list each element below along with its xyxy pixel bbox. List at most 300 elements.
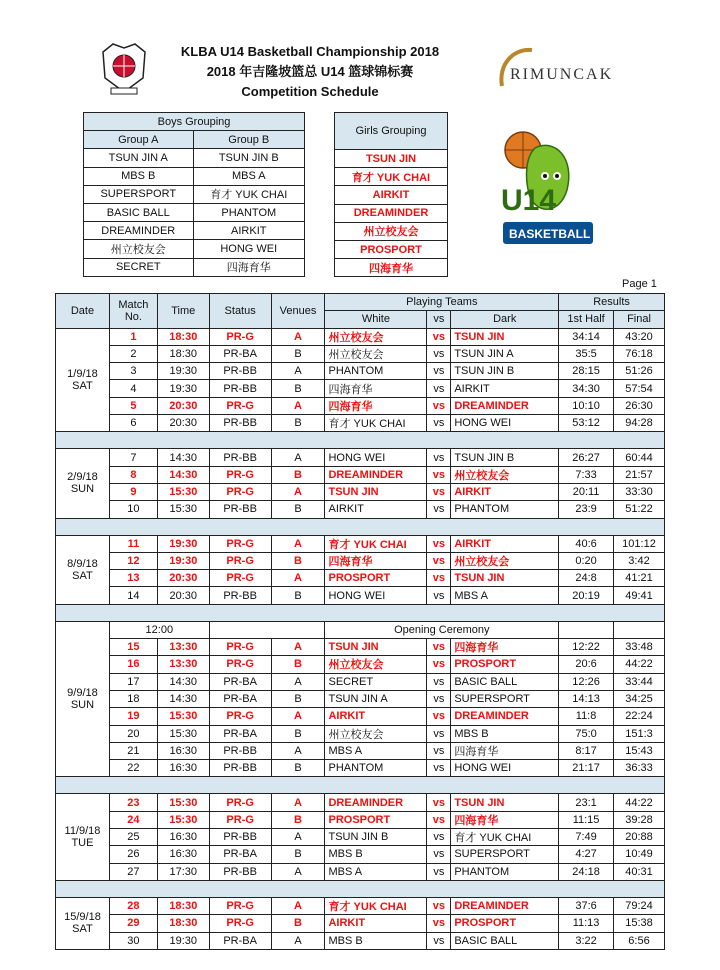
match-row — [56, 690, 665, 707]
match-number: 24 — [109, 811, 157, 828]
subtitle: Competition Schedule — [241, 84, 379, 99]
playing-teams-header: Playing Teams — [325, 294, 559, 311]
final-score: 33:30 — [614, 483, 665, 500]
girls-grouping-title: Girls Grouping — [335, 113, 448, 150]
match-number: 2 — [109, 345, 157, 362]
match-number: 1 — [109, 328, 157, 345]
girls-group-row — [335, 259, 448, 277]
boys-group-row — [84, 185, 305, 203]
match-row — [56, 449, 665, 466]
vs-label: vs — [427, 708, 451, 725]
dark-team: TSUN JIN — [451, 570, 559, 587]
match-row — [56, 501, 665, 518]
first-half-score: 20:6 — [559, 656, 614, 673]
schedule-table — [55, 293, 665, 950]
match-time: 14:30 — [157, 449, 209, 466]
final-score: 151:3 — [614, 725, 665, 742]
girls-team: 州立校友会 — [335, 222, 448, 240]
white-team: 四海育华 — [325, 380, 427, 397]
match-venue: B — [271, 760, 325, 777]
match-row — [56, 932, 665, 949]
final-score: 94:28 — [614, 415, 665, 432]
boys-group-row — [84, 167, 305, 185]
match-venue: A — [271, 742, 325, 759]
page-number: Page 1 — [622, 278, 657, 290]
ceremony-time: 12:00 — [109, 621, 209, 638]
final-score: 43:20 — [614, 328, 665, 345]
vs-label: vs — [427, 897, 451, 914]
final-score: 40:31 — [614, 863, 665, 880]
final-score: 22:24 — [614, 708, 665, 725]
white-team: 四海育华 — [325, 397, 427, 414]
title-block — [160, 42, 460, 102]
status-header: Status — [209, 294, 271, 329]
match-day: SAT — [72, 923, 93, 936]
match-row — [56, 535, 665, 552]
vs-header: vs — [427, 311, 451, 328]
match-time: 19:30 — [157, 363, 209, 380]
match-number: 19 — [109, 708, 157, 725]
dark-team: BASIC BALL — [451, 673, 559, 690]
vs-label: vs — [427, 535, 451, 552]
match-time: 15:30 — [157, 811, 209, 828]
dark-team: 四海育华 — [451, 811, 559, 828]
first-half-score: 0:20 — [559, 552, 614, 569]
day-separator-cell — [56, 518, 665, 535]
match-row — [56, 397, 665, 414]
dark-team: PHANTOM — [451, 863, 559, 880]
vs-label: vs — [427, 345, 451, 362]
first-half-score: 26:27 — [559, 449, 614, 466]
group-b-team: 四海育华 — [193, 258, 304, 276]
match-status: PR-G — [209, 328, 271, 345]
match-time: 19:30 — [157, 932, 209, 949]
match-venue: B — [271, 552, 325, 569]
dark-team: TSUN JIN A — [451, 345, 559, 362]
match-venue: B — [271, 656, 325, 673]
girls-team: TSUN JIN — [335, 150, 448, 168]
day-separator-cell — [56, 604, 665, 621]
match-row — [56, 829, 665, 846]
first-half-score: 53:12 — [559, 415, 614, 432]
final-score: 51:22 — [614, 501, 665, 518]
dark-team: HONG WEI — [451, 760, 559, 777]
match-status: PR-BB — [209, 742, 271, 759]
final-score: 39:28 — [614, 811, 665, 828]
match-row — [56, 363, 665, 380]
final-score: 41:21 — [614, 570, 665, 587]
final-score: 76:18 — [614, 345, 665, 362]
match-time: 16:30 — [157, 829, 209, 846]
match-status: PR-G — [209, 535, 271, 552]
match-time: 13:30 — [157, 656, 209, 673]
match-number: 15 — [109, 639, 157, 656]
girls-group-row — [335, 150, 448, 168]
first-half-score: 7:49 — [559, 829, 614, 846]
vs-label: vs — [427, 397, 451, 414]
girls-team: DREAMINDER — [335, 204, 448, 222]
match-number: 13 — [109, 570, 157, 587]
match-number: 16 — [109, 656, 157, 673]
match-row — [56, 483, 665, 500]
match-venue: B — [271, 587, 325, 604]
final-score: 60:44 — [614, 449, 665, 466]
match-day: SAT — [72, 569, 93, 582]
group-b-team: TSUN JIN B — [193, 149, 304, 167]
white-team: PHANTOM — [325, 363, 427, 380]
match-row — [56, 570, 665, 587]
vs-label: vs — [427, 829, 451, 846]
final-score: 44:22 — [614, 656, 665, 673]
match-row — [56, 552, 665, 569]
title-chinese: 2018 年吉隆坡篮总 U14 篮球锦标赛 — [206, 64, 414, 79]
match-venue: A — [271, 449, 325, 466]
final-score: 79:24 — [614, 897, 665, 914]
u14-text: U14 — [501, 184, 557, 217]
white-team: 州立校友会 — [325, 725, 427, 742]
dark-team: SUPERSPORT — [451, 690, 559, 707]
vs-label: vs — [427, 328, 451, 345]
first-half-score: 24:18 — [559, 863, 614, 880]
white-team: AIRKIT — [325, 501, 427, 518]
girls-team: 育才 YUK CHAI — [335, 168, 448, 186]
white-team: 四海育华 — [325, 552, 427, 569]
match-number: 9 — [109, 483, 157, 500]
boys-group-row — [84, 149, 305, 167]
match-number: 5 — [109, 397, 157, 414]
first-half-score: 20:11 — [559, 483, 614, 500]
match-status: PR-G — [209, 915, 271, 932]
final-score: 49:41 — [614, 587, 665, 604]
group-b-team: HONG WEI — [193, 240, 304, 258]
vs-label: vs — [427, 863, 451, 880]
match-row — [56, 915, 665, 932]
girls-group-row — [335, 168, 448, 186]
first-half-score: 21:17 — [559, 760, 614, 777]
match-row — [56, 345, 665, 362]
final-score: 36:33 — [614, 760, 665, 777]
white-team: 州立校友会 — [325, 656, 427, 673]
match-status: PR-BB — [209, 363, 271, 380]
vs-label: vs — [427, 415, 451, 432]
match-date: 11/9/18 — [64, 825, 101, 838]
dark-team: AIRKIT — [451, 483, 559, 500]
vs-label: vs — [427, 846, 451, 863]
day-separator-cell — [56, 880, 665, 897]
boys-group-row — [84, 222, 305, 240]
match-venue: A — [271, 483, 325, 500]
first-half-score: 23:9 — [559, 501, 614, 518]
final-score: 33:48 — [614, 639, 665, 656]
klba-logo — [93, 38, 155, 100]
group-a-team: TSUN JIN A — [84, 149, 194, 167]
match-status: PR-BB — [209, 863, 271, 880]
vs-label: vs — [427, 501, 451, 518]
ceremony-row — [56, 621, 665, 638]
white-team: TSUN JIN — [325, 639, 427, 656]
match-number: 29 — [109, 915, 157, 932]
white-team: 州立校友会 — [325, 328, 427, 345]
first-half-score: 35:5 — [559, 345, 614, 362]
white-team: 育才 YUK CHAI — [325, 535, 427, 552]
match-venue: B — [271, 380, 325, 397]
match-time: 19:30 — [157, 535, 209, 552]
match-number: 18 — [109, 690, 157, 707]
match-time: 18:30 — [157, 915, 209, 932]
vs-label: vs — [427, 639, 451, 656]
match-time: 20:30 — [157, 570, 209, 587]
girls-grouping-table — [334, 112, 448, 277]
match-venue: B — [271, 466, 325, 483]
white-team: PROSPORT — [325, 811, 427, 828]
ceremony-spacer — [209, 621, 325, 638]
match-status: PR-BB — [209, 449, 271, 466]
match-venue: B — [271, 501, 325, 518]
match-time: 20:30 — [157, 587, 209, 604]
match-time: 16:30 — [157, 846, 209, 863]
vs-label: vs — [427, 760, 451, 777]
boys-grouping-table — [83, 112, 305, 277]
match-date-cell — [56, 621, 110, 777]
match-date: 9/9/18 — [67, 687, 98, 700]
match-time: 13:30 — [157, 639, 209, 656]
dark-team: PROSPORT — [451, 915, 559, 932]
first-half-score: 11:15 — [559, 811, 614, 828]
final-score: 101:12 — [614, 535, 665, 552]
vs-label: vs — [427, 690, 451, 707]
vs-label: vs — [427, 673, 451, 690]
group-a-team: BASIC BALL — [84, 203, 194, 221]
dark-team: TSUN JIN B — [451, 363, 559, 380]
vs-label: vs — [427, 794, 451, 811]
dark-team: PHANTOM — [451, 501, 559, 518]
white-team: 育才 YUK CHAI — [325, 415, 427, 432]
match-status: PR-G — [209, 570, 271, 587]
girls-team: AIRKIT — [335, 186, 448, 204]
venues-header: Venues — [271, 294, 325, 329]
dark-header: Dark — [451, 311, 559, 328]
match-time: 15:30 — [157, 725, 209, 742]
match-venue: B — [271, 811, 325, 828]
match-time: 14:30 — [157, 690, 209, 707]
match-row — [56, 587, 665, 604]
match-status: PR-BB — [209, 415, 271, 432]
sponsor-logo — [488, 42, 628, 94]
final-score: 3:42 — [614, 552, 665, 569]
results-header: Results — [559, 294, 665, 311]
dark-team: MBS A — [451, 587, 559, 604]
white-team: HONG WEI — [325, 587, 427, 604]
first-half-score: 20:19 — [559, 587, 614, 604]
dark-team: BASIC BALL — [451, 932, 559, 949]
vs-label: vs — [427, 811, 451, 828]
match-venue: A — [271, 328, 325, 345]
girls-group-row — [335, 186, 448, 204]
match-date-cell — [56, 794, 110, 880]
match-status: PR-BA — [209, 345, 271, 362]
final-score: 34:25 — [614, 690, 665, 707]
match-venue: A — [271, 897, 325, 914]
vs-label: vs — [427, 483, 451, 500]
vs-label: vs — [427, 466, 451, 483]
dark-team: SUPERSPORT — [451, 846, 559, 863]
group-a-team: DREAMINDER — [84, 222, 194, 240]
match-number: 12 — [109, 552, 157, 569]
match-venue: B — [271, 725, 325, 742]
first-half-score: 28:15 — [559, 363, 614, 380]
boys-grouping-title: Boys Grouping — [84, 113, 305, 131]
day-separator — [56, 880, 665, 897]
first-half-header: 1st Half — [559, 311, 614, 328]
match-status: PR-BA — [209, 673, 271, 690]
girls-group-row — [335, 222, 448, 240]
basketball-text: BASKETBALL — [509, 227, 591, 241]
dark-team: 育才 YUK CHAI — [451, 829, 559, 846]
ceremony-half-empty — [559, 621, 614, 638]
boys-group-row — [84, 203, 305, 221]
match-status: PR-BB — [209, 760, 271, 777]
match-date-cell — [56, 449, 110, 518]
match-venue: B — [271, 915, 325, 932]
match-row — [56, 760, 665, 777]
match-venue: A — [271, 570, 325, 587]
vs-label: vs — [427, 742, 451, 759]
match-row — [56, 846, 665, 863]
final-header: Final — [614, 311, 665, 328]
day-separator — [56, 432, 665, 449]
white-team: HONG WEI — [325, 449, 427, 466]
match-number: 7 — [109, 449, 157, 466]
match-time: 17:30 — [157, 863, 209, 880]
first-half-score: 24:8 — [559, 570, 614, 587]
white-team: TSUN JIN A — [325, 690, 427, 707]
dark-team: 州立校友会 — [451, 466, 559, 483]
match-status: PR-G — [209, 552, 271, 569]
match-status: PR-G — [209, 639, 271, 656]
match-row — [56, 863, 665, 880]
match-time: 15:30 — [157, 794, 209, 811]
match-date: 15/9/18 — [64, 911, 101, 924]
dark-team: 四海育华 — [451, 742, 559, 759]
match-row — [56, 639, 665, 656]
final-score: 15:43 — [614, 742, 665, 759]
white-team: MBS A — [325, 742, 427, 759]
white-team: PHANTOM — [325, 760, 427, 777]
match-day: SAT — [72, 379, 93, 392]
match-row — [56, 794, 665, 811]
final-score: 26:30 — [614, 397, 665, 414]
final-score: 51:26 — [614, 363, 665, 380]
match-number: 6 — [109, 415, 157, 432]
match-time: 19:30 — [157, 380, 209, 397]
match-no-header: Match No. — [109, 294, 157, 329]
match-row — [56, 742, 665, 759]
match-status: PR-BB — [209, 501, 271, 518]
final-score: 6:56 — [614, 932, 665, 949]
ceremony-label: Opening Ceremony — [325, 621, 559, 638]
first-half-score: 75:0 — [559, 725, 614, 742]
first-half-score: 8:17 — [559, 742, 614, 759]
group-a-team: SECRET — [84, 258, 194, 276]
dark-team: DREAMINDER — [451, 708, 559, 725]
match-status: PR-BA — [209, 690, 271, 707]
match-venue: A — [271, 863, 325, 880]
group-a-header: Group A — [84, 131, 194, 149]
vs-label: vs — [427, 932, 451, 949]
vs-label: vs — [427, 915, 451, 932]
white-team: MBS B — [325, 846, 427, 863]
day-separator — [56, 777, 665, 794]
match-number: 26 — [109, 846, 157, 863]
match-venue: A — [271, 794, 325, 811]
white-team: TSUN JIN — [325, 483, 427, 500]
match-venue: B — [271, 690, 325, 707]
match-number: 14 — [109, 587, 157, 604]
match-date-cell — [56, 535, 110, 604]
white-team: PROSPORT — [325, 570, 427, 587]
match-venue: B — [271, 415, 325, 432]
girls-team: PROSPORT — [335, 240, 448, 258]
sponsor-name: RIMUNCAK — [510, 66, 614, 83]
final-score: 57:54 — [614, 380, 665, 397]
match-status: PR-G — [209, 656, 271, 673]
white-team: DREAMINDER — [325, 466, 427, 483]
group-b-team: MBS A — [193, 167, 304, 185]
vs-label: vs — [427, 552, 451, 569]
match-date: 2/9/18 — [67, 471, 98, 484]
ceremony-final-empty — [614, 621, 665, 638]
match-number: 8 — [109, 466, 157, 483]
match-status: PR-G — [209, 708, 271, 725]
match-status: PR-BA — [209, 846, 271, 863]
match-row — [56, 811, 665, 828]
first-half-score: 11:8 — [559, 708, 614, 725]
u14-basketball-logo — [495, 128, 600, 263]
dark-team: PROSPORT — [451, 656, 559, 673]
white-team: AIRKIT — [325, 708, 427, 725]
match-time: 14:30 — [157, 466, 209, 483]
first-half-score: 11:13 — [559, 915, 614, 932]
first-half-score: 10:10 — [559, 397, 614, 414]
dark-team: MBS B — [451, 725, 559, 742]
vs-label: vs — [427, 449, 451, 466]
boys-group-row — [84, 258, 305, 276]
match-status: PR-G — [209, 397, 271, 414]
vs-label: vs — [427, 570, 451, 587]
final-score: 33:44 — [614, 673, 665, 690]
white-team: AIRKIT — [325, 915, 427, 932]
group-a-team: MBS B — [84, 167, 194, 185]
first-half-score: 3:22 — [559, 932, 614, 949]
dark-team: AIRKIT — [451, 380, 559, 397]
match-venue: A — [271, 639, 325, 656]
match-time: 18:30 — [157, 328, 209, 345]
match-time: 14:30 — [157, 673, 209, 690]
match-number: 17 — [109, 673, 157, 690]
match-time: 16:30 — [157, 742, 209, 759]
first-half-score: 23:1 — [559, 794, 614, 811]
match-status: PR-BB — [209, 829, 271, 846]
vs-label: vs — [427, 363, 451, 380]
match-status: PR-G — [209, 794, 271, 811]
date-header: Date — [56, 294, 110, 329]
first-half-score: 40:6 — [559, 535, 614, 552]
match-date-cell — [56, 328, 110, 432]
match-number: 3 — [109, 363, 157, 380]
dark-team: 州立校友会 — [451, 552, 559, 569]
match-time: 19:30 — [157, 552, 209, 569]
vs-label: vs — [427, 380, 451, 397]
